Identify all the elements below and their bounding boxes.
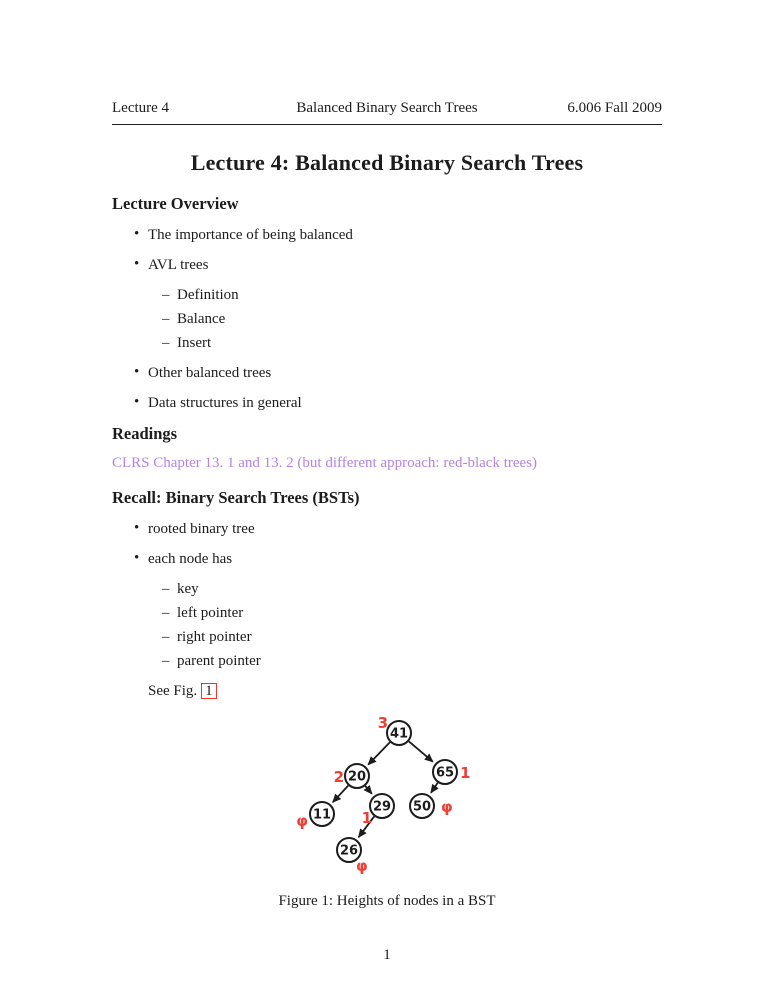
list-item xyxy=(148,257,662,352)
list-item xyxy=(148,551,662,670)
list-item-label: Insert xyxy=(177,335,212,351)
list-item xyxy=(148,227,662,244)
list-item-label: AVL trees xyxy=(148,257,209,273)
list-item xyxy=(177,287,662,304)
tree-height-label: 2 xyxy=(333,768,344,786)
figure-bst-tree xyxy=(112,709,662,884)
list-item xyxy=(177,581,662,598)
list-item-label: right pointer xyxy=(177,629,252,645)
tree-node-key: 20 xyxy=(347,769,367,785)
list-item xyxy=(177,311,662,328)
recall-list xyxy=(148,521,662,670)
tree-height-label: 1 xyxy=(460,764,471,782)
tree-node-key: 65 xyxy=(435,765,455,781)
tree-node-11 xyxy=(296,802,334,830)
overview-list xyxy=(148,227,662,412)
list-item xyxy=(148,365,662,382)
tree-node-key: 26 xyxy=(339,843,359,859)
list-item-label: left pointer xyxy=(177,605,244,621)
list-item-label: Other balanced trees xyxy=(148,365,272,381)
header-term-label: 6.006 Fall 2009 xyxy=(567,100,662,116)
tree-node-key: 50 xyxy=(412,799,432,815)
tree-edge-20-11 xyxy=(333,786,348,803)
overview-sublist xyxy=(177,287,662,352)
list-item-label: key xyxy=(177,581,199,597)
bst-figure-svg xyxy=(290,709,490,884)
section-heading-overview: Lecture Overview xyxy=(112,194,239,213)
recall-sublist xyxy=(177,581,662,670)
tree-node-29 xyxy=(362,794,394,827)
list-item-label: Data structures in general xyxy=(148,395,302,411)
tree-node-26 xyxy=(337,838,368,875)
header-lecture-label: Lecture 4 xyxy=(112,100,170,116)
list-item-label: parent pointer xyxy=(177,653,261,669)
tree-height-label: 1 xyxy=(361,809,372,827)
tree-edge-20-29 xyxy=(365,786,372,794)
list-item xyxy=(148,521,662,538)
tree-node-65 xyxy=(433,760,470,784)
see-figure-reference xyxy=(148,683,662,700)
tree-node-key: 41 xyxy=(389,726,409,742)
page-number: 1 xyxy=(383,947,391,963)
header-course-topic: Balanced Binary Search Trees xyxy=(296,100,478,116)
tree-node-41 xyxy=(378,714,411,745)
list-item xyxy=(177,653,662,670)
running-header xyxy=(112,100,662,125)
figure-1-link[interactable]: 1 xyxy=(201,683,217,699)
list-item xyxy=(177,335,662,352)
list-item-label: rooted binary tree xyxy=(148,521,255,537)
section-heading-recall: Recall: Binary Search Trees (BSTs) xyxy=(112,488,360,507)
see-fig-prefix: See Fig. xyxy=(148,683,198,699)
readings-link[interactable]: CLRS Chapter 13. 1 and 13. 2 (but different approach: red-black trees) xyxy=(112,455,538,471)
list-item xyxy=(177,629,662,646)
tree-height-label: φ xyxy=(356,857,368,875)
tree-node-key: 29 xyxy=(372,799,392,815)
tree-node-20 xyxy=(334,764,369,788)
tree-edge-65-50 xyxy=(431,783,438,793)
list-item-label: each node has xyxy=(148,551,233,567)
list-item xyxy=(177,605,662,622)
tree-height-label: φ xyxy=(441,798,453,816)
list-item-label: Definition xyxy=(177,287,239,303)
tree-edge-41-20 xyxy=(368,742,390,764)
page-title: Lecture 4: Balanced Binary Search Trees xyxy=(190,150,584,175)
list-item xyxy=(148,395,662,412)
list-item-label: Balance xyxy=(177,311,226,327)
tree-height-label: 3 xyxy=(377,714,388,732)
tree-edge-41-65 xyxy=(409,741,433,761)
figure-caption: Figure 1: Heights of nodes in a BST xyxy=(278,893,496,909)
section-heading-readings: Readings xyxy=(112,424,178,443)
list-item-label: The importance of being balanced xyxy=(148,227,353,243)
tree-node-50 xyxy=(410,794,453,818)
tree-node-key: 11 xyxy=(312,807,332,823)
tree-height-label: φ xyxy=(296,812,308,830)
